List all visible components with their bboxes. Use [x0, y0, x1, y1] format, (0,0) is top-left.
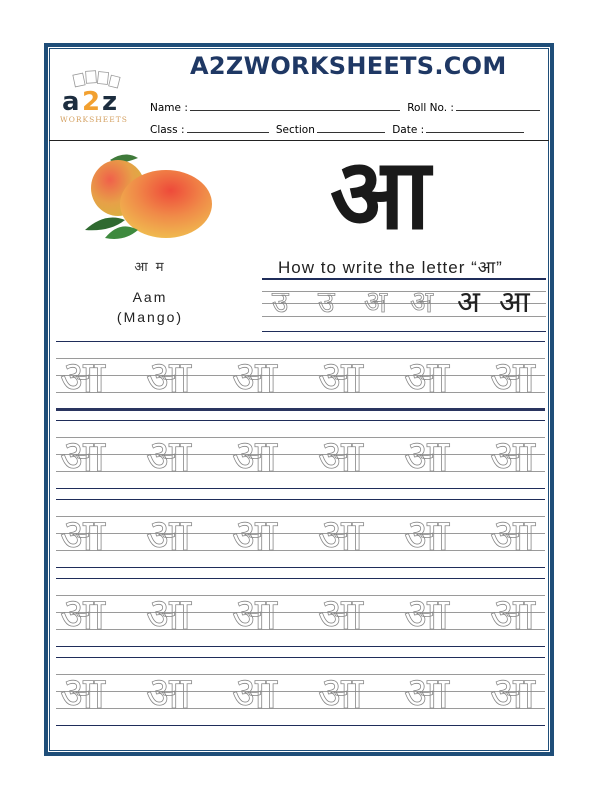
class-label: Class :: [150, 124, 185, 136]
trace-letter: आ: [490, 510, 535, 561]
trace-letter: आ: [318, 510, 363, 561]
row-guide-mid: [56, 612, 545, 613]
header-separator: [49, 140, 549, 141]
stroke-order-top-rule: [262, 278, 546, 280]
english-word: Aam: [132, 289, 168, 305]
trace-letter: आ: [146, 431, 191, 482]
stroke-order-bottom-rule: [262, 331, 546, 332]
stroke-step-6: आ: [499, 285, 530, 320]
a2z-logo-icon: [58, 70, 138, 128]
trace-letter: आ: [404, 352, 449, 403]
trace-letter: आ: [232, 352, 277, 403]
trace-letter: आ: [490, 352, 535, 403]
trace-letter: आ: [404, 589, 449, 640]
svg-text:z: z: [102, 87, 118, 117]
english-meaning: (Mango): [116, 309, 184, 325]
row-top-rule: [56, 420, 545, 421]
row-guide-bottom: [56, 708, 545, 709]
row-bottom-rule: [56, 408, 545, 411]
row-top-rule: [56, 341, 545, 342]
row-guide-bottom: [56, 471, 545, 472]
trace-letter: आ: [60, 510, 105, 561]
trace-letter: आ: [60, 668, 105, 719]
row-guide-top: [56, 358, 545, 359]
trace-letter: आ: [404, 668, 449, 719]
trace-letter: आ: [60, 352, 105, 403]
stroke-step-5: अ: [457, 285, 480, 320]
row-guide-top: [56, 595, 545, 596]
trace-letter: आ: [318, 431, 363, 482]
row-bottom-rule: [56, 725, 545, 726]
mango-image: [80, 150, 220, 245]
date-label: Date :: [392, 124, 425, 136]
name-field[interactable]: [190, 99, 400, 111]
class-field[interactable]: [187, 121, 269, 133]
row-bottom-rule: [56, 646, 545, 647]
row-bottom-rule: [56, 567, 545, 568]
stroke-step-2: उ: [318, 285, 335, 320]
english-word-block: [90, 287, 210, 327]
trace-letter: आ: [232, 431, 277, 482]
stroke-step-1: उ: [272, 285, 289, 320]
trace-letter: आ: [490, 589, 535, 640]
trace-letter: आ: [404, 510, 449, 561]
row-top-rule: [56, 499, 545, 500]
svg-text:2: 2: [82, 87, 101, 117]
row-guide-bottom: [56, 392, 545, 393]
row-guide-top: [56, 674, 545, 675]
trace-letter: आ: [232, 589, 277, 640]
trace-letter: आ: [404, 431, 449, 482]
featured-letter: आ: [330, 138, 431, 252]
name-label: Name :: [150, 102, 188, 114]
roll-field[interactable]: [456, 99, 540, 111]
hindi-word: आ म: [134, 260, 166, 275]
row-guide-top: [56, 516, 545, 517]
trace-letter: आ: [318, 668, 363, 719]
class-section-date-row: [150, 121, 528, 136]
trace-letter: आ: [146, 352, 191, 403]
trace-letter: आ: [146, 589, 191, 640]
roll-label: Roll No. :: [407, 102, 454, 114]
row-top-rule: [56, 657, 545, 658]
trace-letter: आ: [232, 510, 277, 561]
trace-letter: आ: [490, 668, 535, 719]
section-label: Section: [275, 124, 315, 136]
row-guide-bottom: [56, 629, 545, 630]
svg-text:a: a: [62, 87, 80, 117]
stroke-step-4: अ: [410, 285, 433, 320]
row-guide-bottom: [56, 550, 545, 551]
trace-letter: आ: [146, 668, 191, 719]
howto-heading: How to write the letter “आ”: [278, 258, 503, 277]
svg-text:WORKSHEETS: WORKSHEETS: [60, 115, 128, 124]
trace-letter: आ: [146, 510, 191, 561]
row-guide-mid: [56, 454, 545, 455]
date-field[interactable]: [426, 121, 524, 133]
section-field[interactable]: [317, 121, 385, 133]
trace-letter: आ: [60, 589, 105, 640]
row-guide-top: [56, 437, 545, 438]
row-top-rule: [56, 578, 545, 579]
trace-letter: आ: [60, 431, 105, 482]
row-guide-mid: [56, 691, 545, 692]
name-roll-row: [150, 99, 544, 114]
trace-letter: आ: [318, 352, 363, 403]
site-title: A2ZWORKSHEETS.COM: [190, 52, 507, 80]
stroke-step-3: अ: [364, 285, 387, 320]
row-guide-mid: [56, 375, 545, 376]
row-guide-mid: [56, 533, 545, 534]
trace-letter: आ: [490, 431, 535, 482]
trace-letter: आ: [232, 668, 277, 719]
row-bottom-rule: [56, 488, 545, 489]
trace-letter: आ: [318, 589, 363, 640]
